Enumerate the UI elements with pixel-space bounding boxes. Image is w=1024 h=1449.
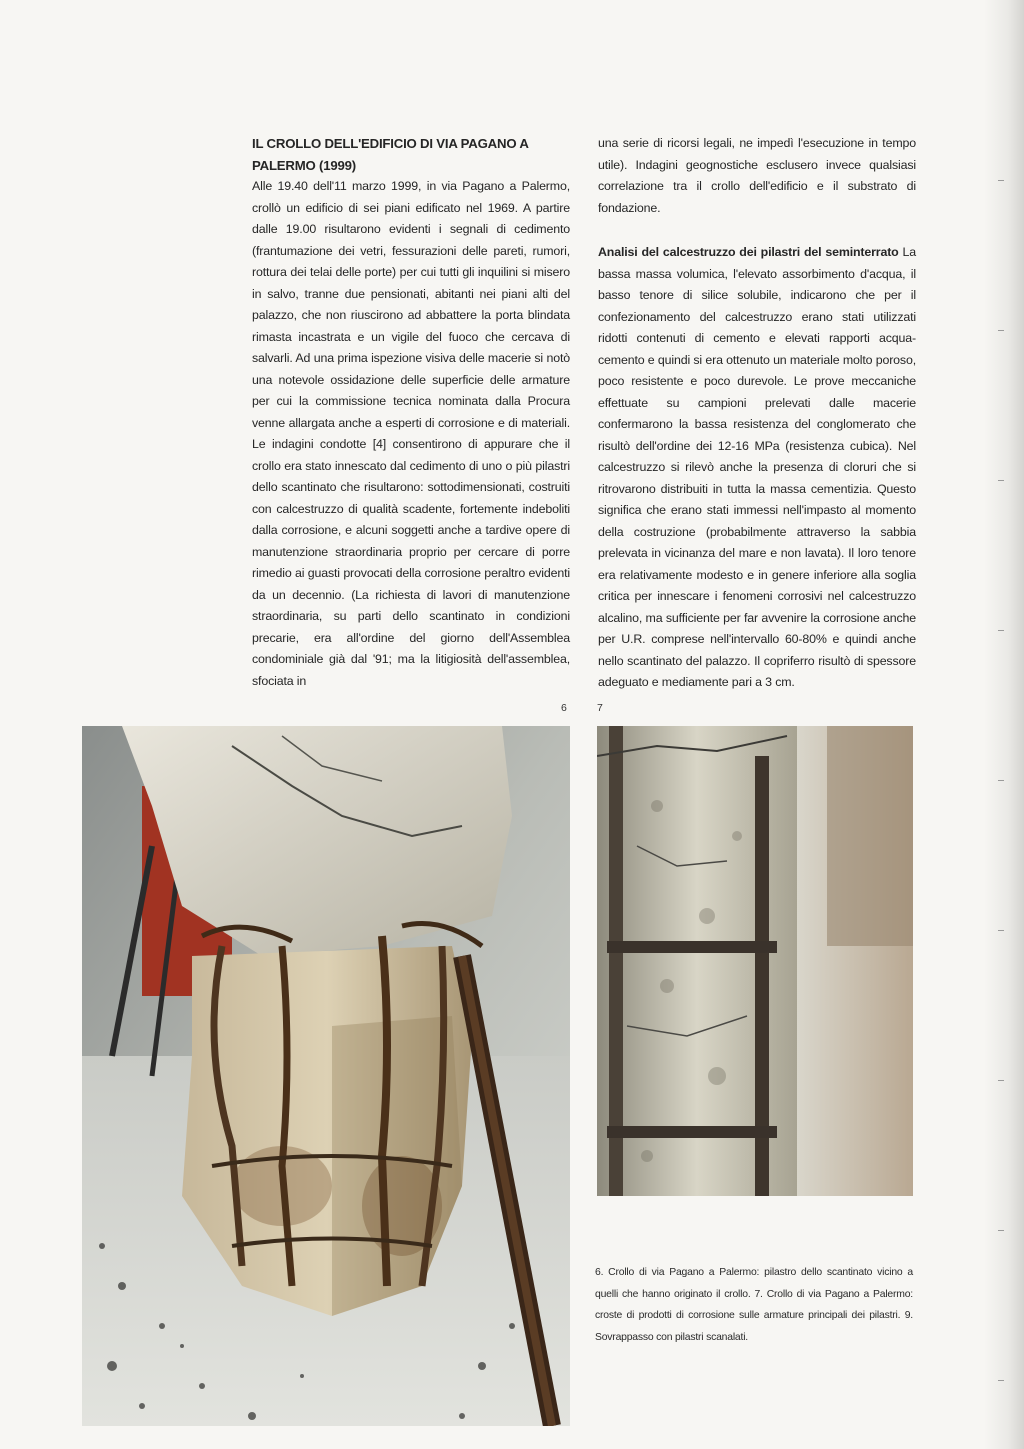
page-edge-shadow <box>984 0 1024 1449</box>
article-right-body-2: La bassa massa volumica, l'elevato assorbimento d'acqua, il basso tenore di silice solubile, indicarono che per il confezionamento del calcestruzzo erano stati utilizzati ridotti contenuti di cemento e elevati rapporti acqua-cemento e quindi si era ottenuto un materiale molto poroso, poco resistente e poco durevole. Le prove meccaniche effettuate su campioni prelevati dalle macerie confermarono la bassa resistenza del conglomerato che risultò dell'ordine dei 12-16 MPa (resistenza cubica). Nel calcestruzzo si rilevò anche la presenza di cloruri che si ritrovarono distribuiti in tutta la massa cementizia. Questo significa che erano stati immessi nell'impasto al momento della costruzione (probabilmente attraverso la sabbia prelevata in vicinanza del mare e non lavata). Il loro tenore era relativamente modesto e in genere inferiore alla soglia critica per innescare i fenomeni corrosivi nel calcestruzzo alcalino, ma sufficiente per far avvenire la corrosione anche per U.R. comprese nell'intervallo 60-80% e quindi anche nello scantinato del palazzo. Il copriferro risultò di spessore adeguato e mediamente pari a 3 cm. <box>598 245 916 689</box>
margin-mark <box>998 630 1004 631</box>
margin-mark <box>998 1380 1004 1381</box>
margin-mark <box>998 330 1004 331</box>
figure-caption-text: 6. Crollo di via Pagano a Palermo: pilastro dello scantinato vicino a quelli che hanno originato il crollo. 7. Crollo di via Pagano a Palermo: croste di prodotti di corrosione sulle armature principali dei pilastri. 9. Sovrappasso con pilastri scanalati. <box>595 1267 913 1343</box>
margin-mark <box>998 180 1004 181</box>
article-heading: IL CROLLO DELL'EDIFICIO DI VIA PAGANO A PALERMO (1999) <box>252 136 529 173</box>
analysis-subheading: Analisi del calcestruzzo dei pilastri del seminterrato <box>598 245 899 259</box>
margin-mark <box>998 480 1004 481</box>
article-right-body-1: una serie di ricorsi legali, ne impedì l'esecuzione in tempo utile). Indagini geognostiche esclusero invece qualsiasi correlazione tra il crollo dell'edificio e il substrato di fondazione. <box>598 136 916 215</box>
margin-mark <box>998 930 1004 931</box>
analysis-paragraph <box>598 242 916 694</box>
margin-mark <box>998 1080 1004 1081</box>
article-right-column <box>598 133 916 694</box>
margin-mark <box>998 1230 1004 1231</box>
margin-mark <box>998 780 1004 781</box>
figure-6-photo <box>82 726 570 1426</box>
figure-6-number: 6 <box>561 702 567 714</box>
figure-caption <box>595 1262 913 1348</box>
figure-7-number: 7 <box>597 702 603 714</box>
article-left-body: Alle 19.40 dell'11 marzo 1999, in via Pagano a Palermo, crollò un edificio di sei piani edificato nel 1969. A partire dalle 19.00 risultarono evidenti i segnali di cedimento (frantumazione dei vetri, fessurazioni delle pareti, rumori, rottura dei telai delle porte) per cui tutti gli inquilini si misero in salvo, tranne due pensionati, abitanti nei piani alti del palazzo, che non riuscirono ad abbattere la porta blindata rimasta incastrata e un vigile del fuoco che cercava di salvarli. Ad una prima ispezione visiva delle macerie si notò una notevole ossidazione delle superficie delle armature per cui la commissione tecnica nominata dalla Procura venne allargata anche a esperti di corrosione e di materiali. Le indagini condotte [4] consentirono di appurare che il crollo era stato innescato dal cedimento di uno o più pilastri dello scantinato che risultarono: sottodimensionati, costruiti con calcestruzzo di qualità scadente, fortemente indeboliti dalla corrosione, e alcuni soggetti anche a tardive opere di manutenzione straordinaria proprio per cercare di porre rimedio ai guasti provocati della corrosione peraltro evidenti da un decennio. (La richiesta di lavori di manutenzione straordinaria, su parti dello scantinato in condizioni precarie, era all'ordine del giorno dell'Assemblea condominiale già dal '91; ma la litigiosità dell'assemblea, sfociata in <box>252 179 570 688</box>
figure-7-photo <box>597 726 913 1196</box>
article-left-column <box>252 133 570 692</box>
